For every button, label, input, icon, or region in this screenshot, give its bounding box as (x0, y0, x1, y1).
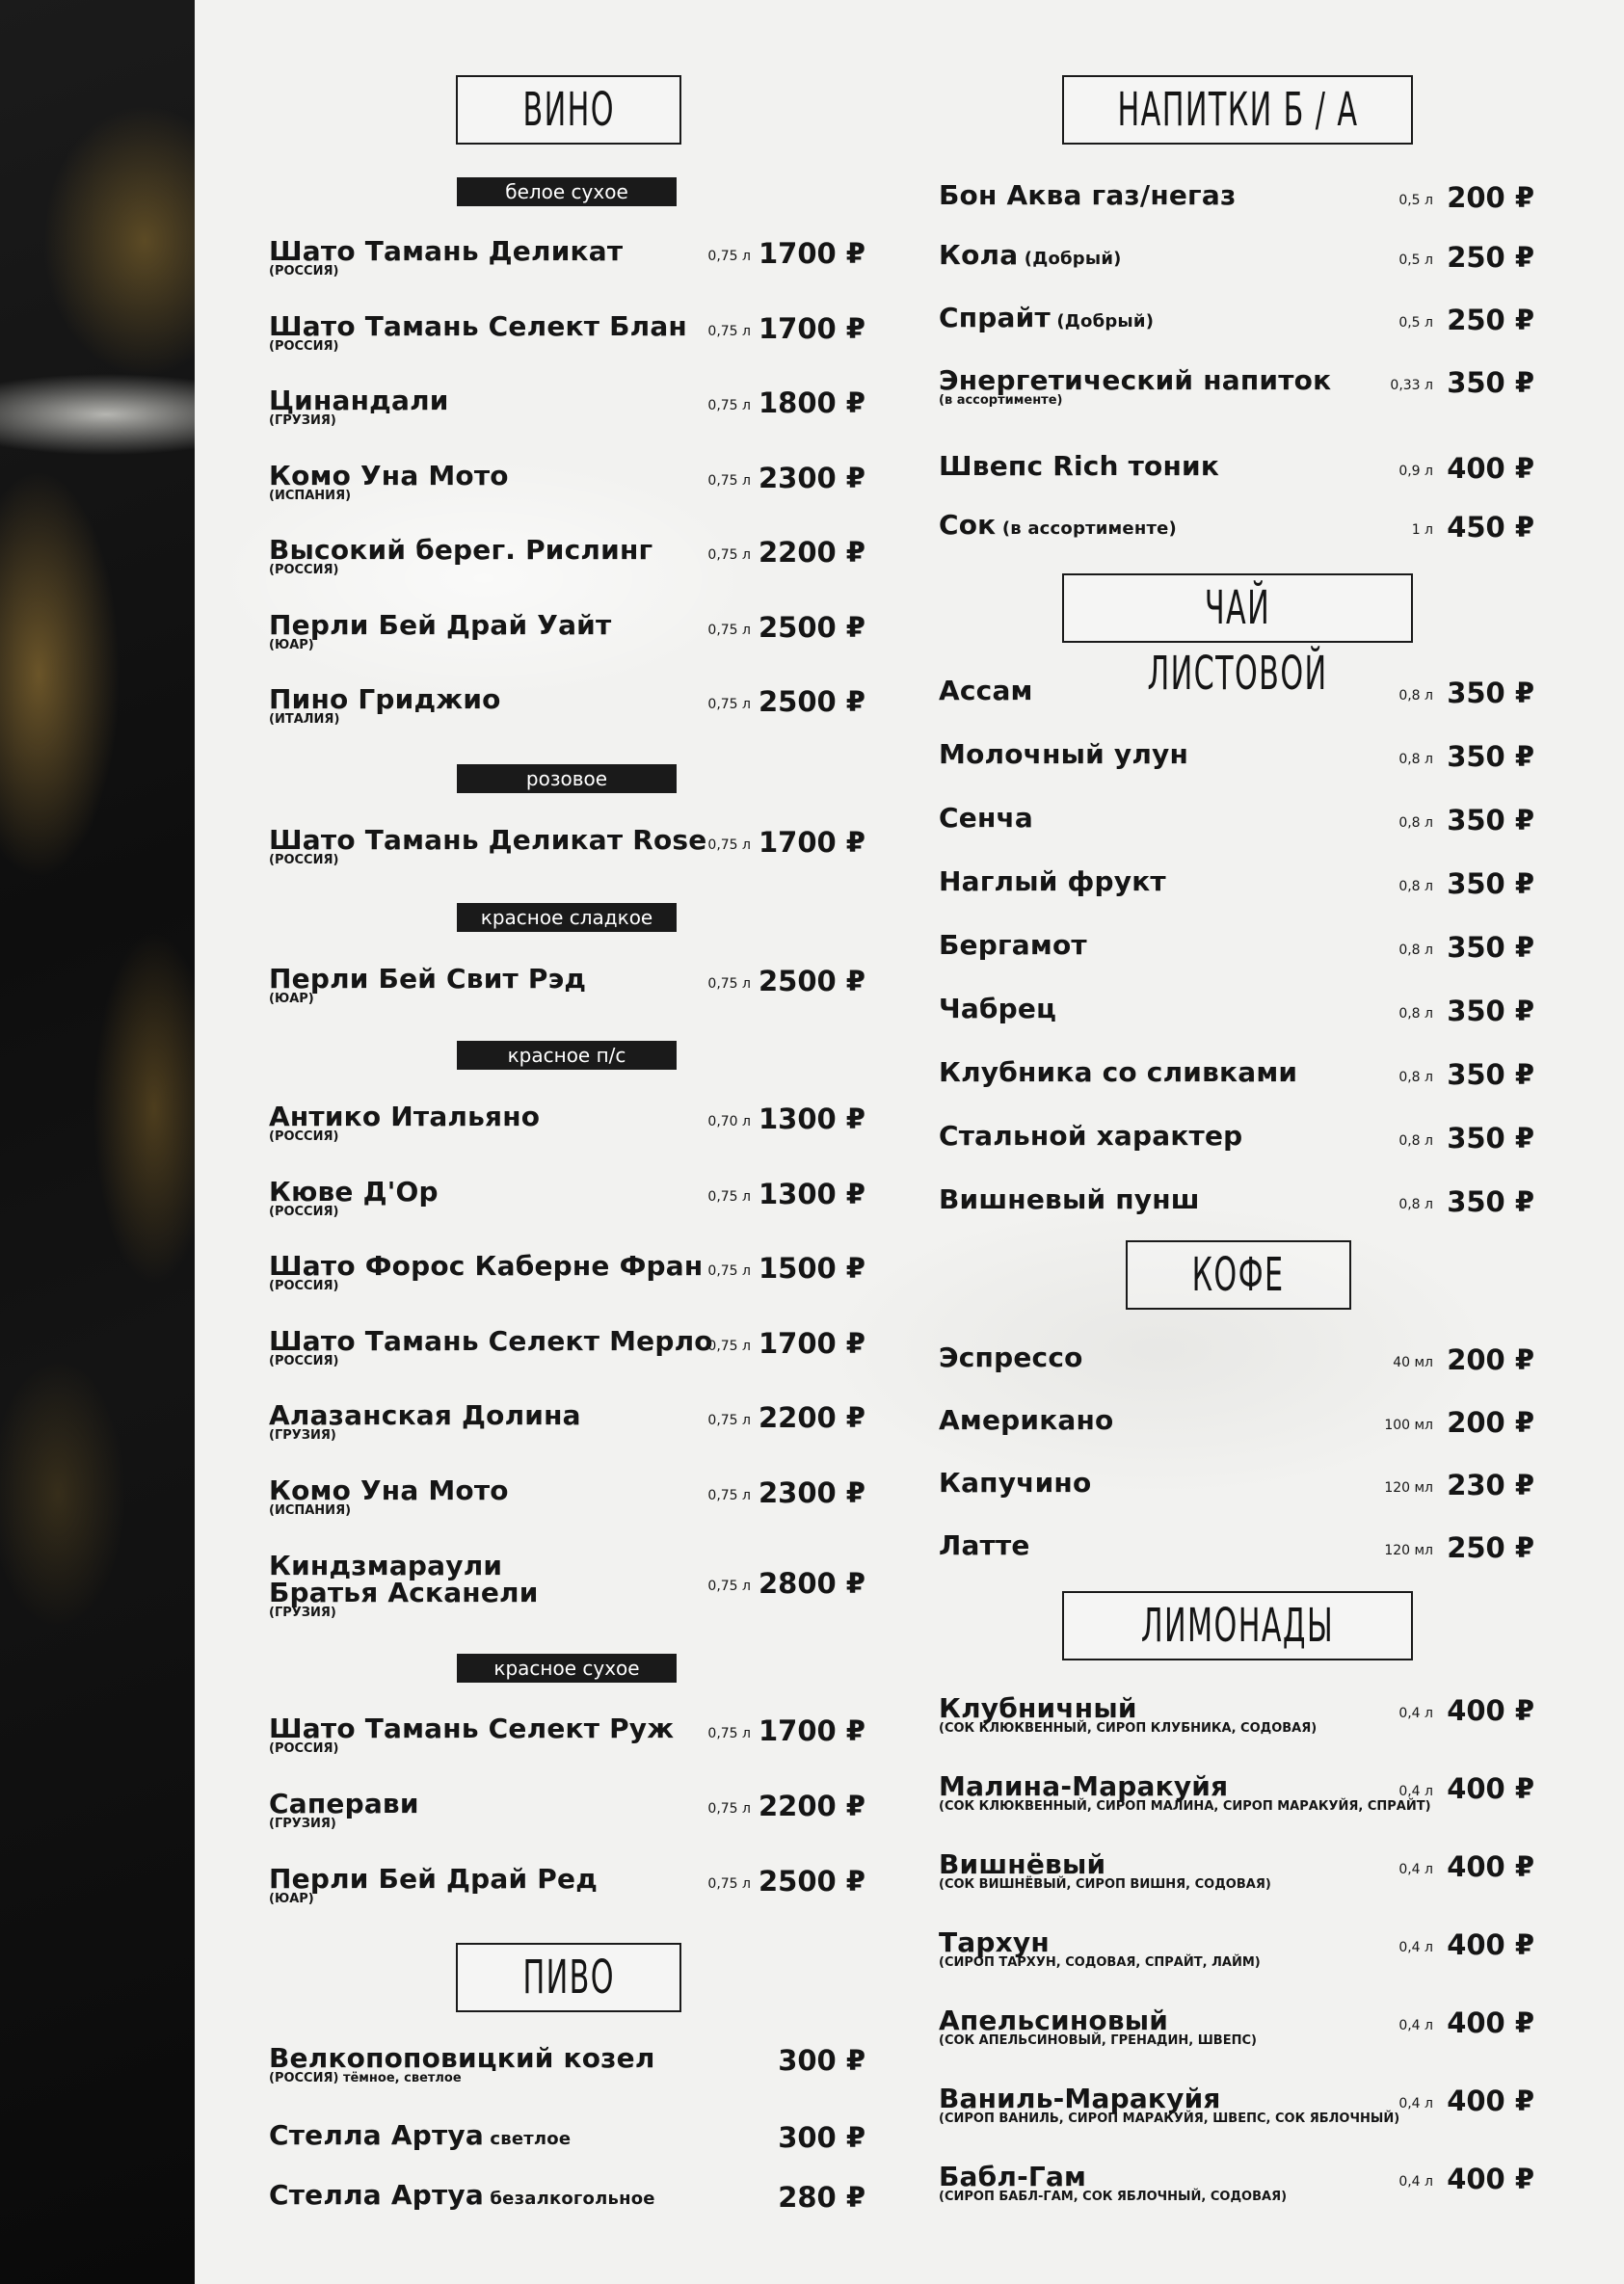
item-origin: (РОССИЯ) (269, 1204, 339, 1219)
item-origin: (ЮАР) (269, 637, 314, 652)
item-name: Шато Тамань Селект Мерло (269, 1324, 713, 1357)
item-price: 200 ₽ (1447, 1343, 1534, 1376)
item-name: Стелла Артуа светлое (269, 2119, 572, 2151)
section-title-soft-drinks (1062, 75, 1413, 145)
item-origin: (СОК КЛЮКВЕННЫЙ, СИРОП КЛУБНИКА, СОДОВАЯ) (939, 1721, 1318, 1736)
item-volume: 0,75 л (707, 1188, 751, 1205)
menu-item (939, 1770, 1534, 1828)
menu-item (939, 1404, 1534, 1462)
item-price: 1800 ₽ (759, 386, 865, 419)
menu-item (269, 1550, 865, 1620)
item-volume: 0,8 л (1398, 879, 1433, 894)
menu-item (269, 1325, 865, 1383)
item-price: 400 ₽ (1447, 1850, 1534, 1883)
section-title-beer (456, 1943, 681, 2012)
item-volume: 0,8 л (1398, 1197, 1433, 1212)
item-price: 400 ₽ (1447, 2163, 1534, 2195)
item-origin: (РОССИЯ) (269, 1129, 339, 1144)
menu-item (269, 683, 865, 741)
item-note: безалкогольное (483, 2189, 655, 2209)
menu-item (939, 450, 1534, 508)
menu-item (939, 1120, 1534, 1178)
section-title-tea (1062, 573, 1413, 701)
item-name: Ваниль-Маракуйя (939, 2083, 1221, 2114)
item-origin: (РОССИЯ) (269, 1279, 339, 1293)
item-name: Кюве Д'Ор (269, 1175, 439, 1208)
item-name: Киндзмараули (269, 1550, 503, 1581)
item-volume: 0,75 л (707, 1338, 751, 1354)
item-volume: 0,75 л (707, 1726, 751, 1741)
item-name: Алазанская Долина (269, 1399, 581, 1431)
item-volume: 40 мл (1393, 1355, 1433, 1370)
menu-item (939, 179, 1534, 237)
menu-item (939, 2161, 1534, 2218)
menu-item (269, 1788, 865, 1846)
item-name: Шато Тамань Селект Блан (269, 309, 687, 342)
item-origin: (РОССИЯ) (269, 338, 339, 354)
item-name: Перли Бей Драй Ред (269, 1863, 599, 1895)
item-volume: 120 мл (1384, 1480, 1433, 1496)
item-volume: 0,75 л (707, 1487, 751, 1503)
subsection-red-dry: красное сухое (457, 1654, 677, 1683)
menu-item (939, 675, 1534, 732)
item-volume: 0,8 л (1398, 752, 1433, 767)
item-origin: (РОССИЯ) (269, 1353, 339, 1368)
menu-item (939, 929, 1534, 987)
section-title-soft-drinks-text: НАПИТКИ Б / А (1117, 83, 1358, 137)
item-volume: 0,9 л (1398, 464, 1433, 479)
menu-item (269, 963, 865, 1021)
item-note: (в ассортименте) (996, 518, 1177, 539)
item-origin: (РОССИЯ) тёмное, светлое (269, 2071, 462, 2085)
item-name: Американо (939, 1404, 1114, 1436)
menu-item (939, 802, 1534, 860)
item-volume: 0,75 л (707, 472, 751, 489)
item-name: Кола (Добрый) (939, 239, 1122, 271)
item-name: Малина-Маракуйя (939, 1770, 1229, 1802)
section-title-coffee-text: КОФЕ (1192, 1248, 1285, 1302)
menu-item (269, 2042, 865, 2100)
item-price: 400 ₽ (1447, 452, 1534, 485)
item-price: 2500 ₽ (759, 610, 865, 644)
menu-item (939, 1529, 1534, 1587)
item-name: Шато Тамань Деликат Rose (269, 824, 707, 856)
menu-item (269, 1101, 865, 1158)
item-name: Клубничный (939, 1692, 1137, 1724)
item-price: 400 ₽ (1447, 2085, 1534, 2117)
item-name: Швепс Rich тоник (939, 450, 1220, 482)
item-origin: (в ассортименте) (939, 393, 1063, 408)
item-origin: (СИРОП БАБЛ-ГАМ, СОК ЯБЛОЧНЫЙ, СОДОВАЯ) (939, 2190, 1288, 2204)
menu-item (269, 534, 865, 592)
item-price: 400 ₽ (1447, 1694, 1534, 1727)
item-name: Саперави (269, 1788, 419, 1819)
menu-item (269, 460, 865, 518)
item-name: Апельсиновый (939, 2005, 1169, 2036)
item-origin: (ИСПАНИЯ) (269, 488, 352, 503)
item-volume: 0,4 л (1398, 1940, 1433, 1955)
menu-item (939, 509, 1534, 567)
item-origin: (ИТАЛИЯ) (269, 712, 340, 727)
item-volume: 1 л (1411, 522, 1433, 538)
item-origin: (РОССИЯ) (269, 264, 339, 279)
item-origin: (ЮАР) (269, 1892, 314, 1906)
menu-item (939, 738, 1534, 796)
menu-item (269, 1713, 865, 1770)
item-volume: 0,5 л (1398, 252, 1433, 268)
item-origin: (СОК ВИШНЁВЫЙ, СИРОП ВИШНЯ, СОДОВАЯ) (939, 1877, 1271, 1892)
item-price: 350 ₽ (1447, 931, 1534, 964)
item-name: Спрайт (Добрый) (939, 302, 1155, 333)
item-origin: (РОССИЯ) (269, 563, 339, 577)
item-price: 1700 ₽ (759, 1714, 865, 1747)
item-origin: (СИРОП ВАНИЛЬ, СИРОП МАРАКУЙЯ, ШВЕПС, СОК ЯБЛОЧНЫЙ) (939, 2111, 1400, 2126)
menu-item (269, 310, 865, 368)
item-name: Пино Гриджио (269, 683, 501, 715)
item-name: Латте (939, 1529, 1030, 1561)
item-name: Перли Бей Драй Уайт (269, 608, 612, 641)
item-note: (Добрый) (1018, 249, 1122, 269)
item-price: 2200 ₽ (759, 1790, 865, 1822)
item-volume: 0,8 л (1398, 1133, 1433, 1149)
item-name: Чабрец (939, 993, 1057, 1024)
subsection-red-sweet: красное сладкое (457, 903, 677, 932)
menu-item (939, 2005, 1534, 2062)
item-name: Ассам (939, 675, 1033, 706)
item-volume: 0,4 л (1398, 2174, 1433, 2190)
section-title-wine (456, 75, 681, 145)
item-price: 250 ₽ (1447, 241, 1534, 274)
item-volume: 0,4 л (1398, 1862, 1433, 1877)
item-price: 200 ₽ (1447, 181, 1534, 214)
item-volume: 0,75 л (707, 249, 751, 264)
item-name: Антико Итальяно (269, 1101, 541, 1132)
item-volume: 0,8 л (1398, 1006, 1433, 1022)
menu-item (939, 1692, 1534, 1750)
item-name: Бон Аква газ/негаз (939, 179, 1237, 211)
menu-item (269, 1176, 865, 1234)
menu-item (939, 302, 1534, 359)
menu-item (269, 1863, 865, 1921)
item-note: светлое (483, 2129, 572, 2149)
menu-item (269, 1250, 865, 1308)
item-volume: 0,4 л (1398, 2096, 1433, 2111)
item-name: Эспрессо (939, 1341, 1083, 1373)
item-volume: 0,75 л (707, 323, 751, 339)
item-price: 1300 ₽ (759, 1177, 865, 1210)
item-name: Сок (в ассортименте) (939, 509, 1177, 541)
item-price: 350 ₽ (1447, 1122, 1534, 1155)
item-name: Молочный улун (939, 738, 1189, 770)
item-volume: 0,5 л (1398, 193, 1433, 208)
item-volume: 0,33 л (1390, 378, 1433, 393)
item-price: 300 ₽ (778, 2044, 865, 2077)
item-name: Шато Тамань Селект Руж (269, 1713, 675, 1744)
item-price: 350 ₽ (1447, 677, 1534, 709)
item-price: 450 ₽ (1447, 511, 1534, 544)
item-note: (Добрый) (1050, 311, 1155, 332)
item-price: 280 ₽ (778, 2181, 865, 2214)
item-volume: 0,75 л (707, 1801, 751, 1817)
item-volume: 100 мл (1384, 1418, 1433, 1433)
menu-item (939, 1183, 1534, 1241)
item-origin: (СОК КЛЮКВЕННЫЙ, СИРОП МАЛИНА, СИРОП МАРАКУЙЯ, СПРАЙТ) (939, 1799, 1431, 1814)
subsection-red-semisweet: красное п/с (457, 1041, 677, 1070)
item-origin: (СОК АПЕЛЬСИНОВЫЙ, ГРЕНАДИН, ШВЕПС) (939, 2033, 1257, 2048)
menu-item (269, 385, 865, 442)
item-origin: (ГРУЗИЯ) (269, 1428, 336, 1443)
item-volume: 0,75 л (707, 1579, 751, 1594)
item-price: 250 ₽ (1447, 304, 1534, 336)
item-price: 200 ₽ (1447, 1406, 1534, 1439)
item-name: Вишневый пунш (939, 1183, 1200, 1215)
item-volume: 0,75 л (707, 547, 751, 563)
item-price: 1700 ₽ (759, 826, 865, 859)
item-name: Наглый фрукт (939, 865, 1166, 897)
item-origin: (ЮАР) (269, 992, 314, 1006)
item-name: Стелла Артуа безалкогольное (269, 2179, 655, 2211)
menu-item (939, 1056, 1534, 1114)
item-price: 400 ₽ (1447, 2006, 1534, 2039)
item-volume: 0,75 л (707, 976, 751, 992)
item-name: Велкопоповицкий козел (269, 2042, 655, 2074)
menu-item (939, 1467, 1534, 1525)
item-name: Бергамот (939, 929, 1087, 961)
item-price: 250 ₽ (1447, 1531, 1534, 1564)
menu-item (939, 1848, 1534, 1906)
item-volume: 0,70 л (707, 1114, 751, 1129)
item-price: 350 ₽ (1447, 1058, 1534, 1091)
item-price: 1700 ₽ (759, 237, 865, 270)
item-volume: 0,8 л (1398, 943, 1433, 958)
item-name: Вишнёвый (939, 1848, 1106, 1880)
item-price: 2800 ₽ (759, 1567, 865, 1600)
item-volume: 0,8 л (1398, 815, 1433, 831)
section-title-lemonades-text: ЛИМОНАДЫ (1140, 1599, 1335, 1653)
menu-item (939, 239, 1534, 297)
item-volume: 0,4 л (1398, 1706, 1433, 1721)
subsection-white-dry: белое сухое (457, 177, 677, 206)
item-volume: 0,8 л (1398, 688, 1433, 704)
item-origin: (ГРУЗИЯ) (269, 1606, 336, 1620)
menu-item (939, 865, 1534, 923)
item-name-line2: Братья Асканели (269, 1577, 539, 1608)
item-name: Высокий берег. Рислинг (269, 534, 653, 566)
menu-item (269, 2179, 865, 2237)
item-name: Комо Уна Мото (269, 1474, 509, 1506)
item-name: Стальной характер (939, 1120, 1243, 1152)
item-price: 2500 ₽ (759, 685, 865, 718)
item-price: 2200 ₽ (759, 536, 865, 569)
item-price: 350 ₽ (1447, 740, 1534, 773)
item-price: 2500 ₽ (759, 965, 865, 997)
item-price: 350 ₽ (1447, 366, 1534, 399)
item-price: 400 ₽ (1447, 1772, 1534, 1805)
section-title-tea-text: ЧАЙ ЛИСТОВОЙ (1147, 581, 1328, 701)
item-price: 350 ₽ (1447, 1185, 1534, 1218)
menu-item (269, 1399, 865, 1457)
item-volume: 0,75 л (707, 837, 751, 853)
item-name: Шато Тамань Деликат (269, 235, 624, 267)
menu-item (269, 824, 865, 882)
menu-item (939, 364, 1534, 422)
item-volume: 0,75 л (707, 1413, 751, 1428)
item-volume: 120 мл (1384, 1543, 1433, 1558)
item-name: Перли Бей Свит Рэд (269, 963, 587, 995)
item-volume: 0,4 л (1398, 1784, 1433, 1799)
item-price: 300 ₽ (778, 2121, 865, 2154)
menu-item (269, 235, 865, 293)
item-origin: (РОССИЯ) (269, 853, 339, 867)
item-origin: (ГРУЗИЯ) (269, 413, 336, 428)
item-volume: 0,75 л (707, 398, 751, 413)
item-name: Тархун (939, 1926, 1050, 1958)
item-price: 1500 ₽ (759, 1252, 865, 1285)
item-volume: 0,8 л (1398, 1070, 1433, 1085)
item-volume: 0,5 л (1398, 315, 1433, 331)
item-name: Цинандали (269, 385, 449, 416)
item-name: Сенча (939, 802, 1034, 834)
item-price: 400 ₽ (1447, 1928, 1534, 1961)
item-name: Клубника со сливками (939, 1056, 1298, 1088)
menu-item (269, 609, 865, 667)
item-origin: (РОССИЯ) (269, 1741, 339, 1756)
item-name: Комо Уна Мото (269, 459, 509, 491)
section-title-coffee (1126, 1240, 1351, 1310)
item-origin: (ГРУЗИЯ) (269, 1817, 336, 1831)
item-volume: 0,75 л (707, 622, 751, 638)
item-price: 2200 ₽ (759, 1401, 865, 1434)
item-volume: 0,75 л (707, 697, 751, 712)
menu-item (939, 993, 1534, 1050)
menu-item (269, 2119, 865, 2177)
item-price: 350 ₽ (1447, 867, 1534, 900)
item-price: 2300 ₽ (759, 1475, 865, 1509)
item-price: 2500 ₽ (759, 1865, 865, 1898)
item-price: 1300 ₽ (759, 1102, 865, 1135)
item-price: 2300 ₽ (759, 461, 865, 494)
section-title-beer-text: ПИВО (522, 1951, 615, 2005)
item-volume: 0,4 л (1398, 2018, 1433, 2033)
item-price: 1700 ₽ (759, 311, 865, 345)
item-price: 350 ₽ (1447, 995, 1534, 1027)
item-volume: 0,75 л (707, 1876, 751, 1892)
section-title-lemonades (1062, 1591, 1413, 1660)
subsection-rose: розовое (457, 764, 677, 793)
menu-item (939, 1926, 1534, 1984)
decorative-marble-stripe (0, 0, 195, 2284)
item-origin: (СИРОП ТАРХУН, СОДОВАЯ, СПРАЙТ, ЛАЙМ) (939, 1955, 1261, 1970)
item-name: Бабл-Гам (939, 2161, 1087, 2192)
item-volume: 0,75 л (707, 1263, 751, 1279)
item-origin: (ИСПАНИЯ) (269, 1502, 352, 1518)
item-name: Капучино (939, 1467, 1092, 1499)
menu-item (269, 1474, 865, 1532)
item-price: 230 ₽ (1447, 1469, 1534, 1501)
menu-item (939, 2083, 1534, 2140)
menu-item (939, 1341, 1534, 1399)
item-price: 350 ₽ (1447, 804, 1534, 837)
section-title-wine-text: ВИНО (522, 83, 615, 137)
item-name: Энергетический напиток (939, 364, 1332, 396)
item-price: 1700 ₽ (759, 1326, 865, 1360)
item-name: Шато Форос Каберне Фран (269, 1250, 704, 1282)
